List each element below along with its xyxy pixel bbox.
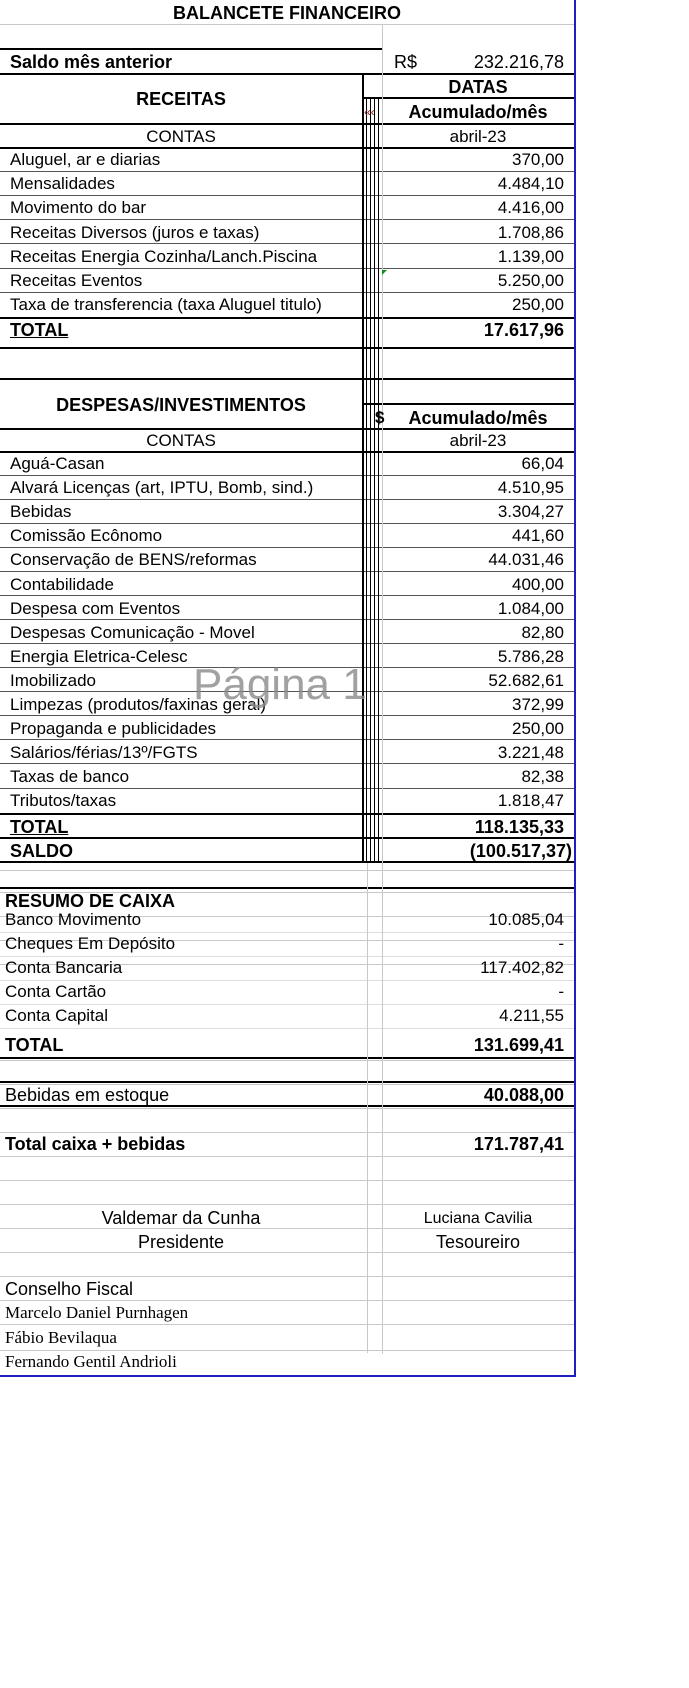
row-value: 1.139,00 xyxy=(497,246,564,266)
row-value: 4.484,10 xyxy=(497,174,564,194)
row-label: Conservação de BENS/reformas xyxy=(10,550,257,570)
row-label: Aguá-Casan xyxy=(10,454,105,473)
row-label: Salários/férias/13º/FGTS xyxy=(10,743,198,763)
saldo-label: SALDO xyxy=(10,841,73,861)
row-label: Energia Eletrica-Celesc xyxy=(10,646,188,666)
receitas-contas-header: CONTAS xyxy=(146,127,216,146)
despesas-period: abril-23 xyxy=(449,431,507,450)
receitas-period: abril-23 xyxy=(449,127,507,146)
row-value: 1.084,00 xyxy=(497,598,564,618)
bebidas-estoque-label: Bebidas em estoque xyxy=(5,1085,170,1105)
row-label: Cheques Em Depósito xyxy=(5,934,176,953)
conselho-member: Fernando Gentil Andrioli xyxy=(5,1352,177,1371)
saldo-anterior-currency: R$ xyxy=(394,52,418,72)
despesas-total-label: TOTAL xyxy=(10,817,69,837)
row-label: Taxas de banco xyxy=(10,767,130,787)
row-value: 400,00 xyxy=(512,574,564,594)
despesas-contas-header: CONTAS xyxy=(146,431,216,450)
page-title: BALANCETE FINANCEIRO xyxy=(173,3,401,23)
row-label: Conta Capital xyxy=(5,1006,109,1025)
saldo-anterior-value: 232.216,78 xyxy=(473,52,564,72)
row-label: Limpezas (produtos/faxinas geral) xyxy=(10,695,267,714)
row-label: Taxa de transferencia (taxa Aluguel titulo) xyxy=(10,295,322,315)
row-value: 441,60 xyxy=(512,526,564,546)
row-value: 44.031,46 xyxy=(488,550,564,570)
president-role: Presidente xyxy=(137,1232,225,1252)
column-marker-icon: «‹ xyxy=(364,105,375,119)
row-label: Despesas Comunicação - Movel xyxy=(10,622,255,642)
resumo-total-label: TOTAL xyxy=(5,1035,64,1055)
row-value: 117.402,82 xyxy=(480,958,564,977)
row-value: 1.708,86 xyxy=(497,222,564,242)
receitas-heading: RECEITAS xyxy=(136,89,226,109)
president-name: Valdemar da Cunha xyxy=(101,1208,261,1228)
cell-comment-marker-icon xyxy=(382,270,387,275)
row-label: Bebidas xyxy=(10,502,72,522)
row-label: Banco Movimento xyxy=(5,910,142,929)
row-value: 4.416,00 xyxy=(497,198,564,218)
row-value: 1.818,47 xyxy=(497,791,564,811)
bebidas-estoque-value: 40.088,00 xyxy=(483,1085,564,1105)
despesas-acumulado-header: Acumulado/mês xyxy=(408,408,548,428)
datas-header: DATAS xyxy=(448,77,508,97)
page-watermark: Página 1 xyxy=(193,660,367,709)
row-label: Tributos/taxas xyxy=(10,791,117,811)
row-label: Movimento do bar xyxy=(10,198,147,218)
row-value: 82,80 xyxy=(521,622,564,642)
despesas-heading: DESPESAS/INVESTIMENTOS xyxy=(56,395,306,415)
row-value: - xyxy=(558,934,564,953)
treasurer-role: Tesoureiro xyxy=(435,1232,521,1252)
row-label: Propaganda e publicidades xyxy=(10,719,217,739)
resumo-heading: RESUMO DE CAIXA xyxy=(5,891,176,911)
total-caixa-label: Total caixa + bebidas xyxy=(5,1134,186,1154)
row-value: 52.682,61 xyxy=(488,670,564,690)
row-value: 4.211,55 xyxy=(499,1006,564,1025)
row-label: Imobilizado xyxy=(10,670,96,690)
row-value: 66,04 xyxy=(521,454,564,473)
row-label: Conta Bancaria xyxy=(5,958,123,977)
row-value: 250,00 xyxy=(512,719,564,739)
row-value: 10.085,04 xyxy=(488,910,564,929)
row-value: 4.510,95 xyxy=(497,478,564,498)
saldo-anterior-label: Saldo mês anterior xyxy=(10,52,173,72)
row-value: 82,38 xyxy=(521,767,564,787)
row-label: Receitas Energia Cozinha/Lanch.Piscina xyxy=(10,246,318,266)
row-value: 5.786,28 xyxy=(497,646,564,666)
total-caixa-value: 171.787,41 xyxy=(473,1134,564,1154)
resumo-total-value: 131.699,41 xyxy=(473,1035,564,1055)
receitas-total-value: 17.617,96 xyxy=(483,320,564,340)
receitas-total-label: TOTAL xyxy=(10,320,69,340)
row-label: Receitas Diversos (juros e taxas) xyxy=(10,222,260,242)
row-value: 3.221,48 xyxy=(497,743,564,763)
row-label: Comissão Ecônomo xyxy=(10,526,163,546)
row-value: 5.250,00 xyxy=(497,271,564,290)
conselho-heading: Conselho Fiscal xyxy=(5,1279,134,1299)
row-label: Despesa com Eventos xyxy=(10,598,181,618)
row-label: Receitas Eventos xyxy=(10,271,143,290)
receitas-acumulado-header: Acumulado/mês xyxy=(408,102,548,122)
row-label: Mensalidades xyxy=(10,174,115,194)
row-value: - xyxy=(558,982,564,1001)
row-label: Alvará Licenças (art, IPTU, Bomb, sind.) xyxy=(10,478,314,498)
row-label: Aluguel, ar e diarias xyxy=(10,150,161,169)
despesas-total-value: 118.135,33 xyxy=(474,817,564,837)
row-value: 370,00 xyxy=(512,150,564,169)
conselho-member: Marcelo Daniel Purnhagen xyxy=(5,1303,189,1322)
row-label: Conta Cartão xyxy=(5,982,107,1001)
conselho-member: Fábio Bevilaqua xyxy=(5,1328,117,1347)
row-label: Contabilidade xyxy=(10,574,114,594)
row-value: 3.304,27 xyxy=(497,502,564,522)
despesas-col-marker: $ xyxy=(375,408,385,427)
treasurer-name: Luciana Cavilia xyxy=(423,1210,533,1227)
row-value: 372,99 xyxy=(512,695,564,714)
saldo-value: (100.517,37) xyxy=(469,841,572,861)
row-value: 250,00 xyxy=(512,295,564,315)
